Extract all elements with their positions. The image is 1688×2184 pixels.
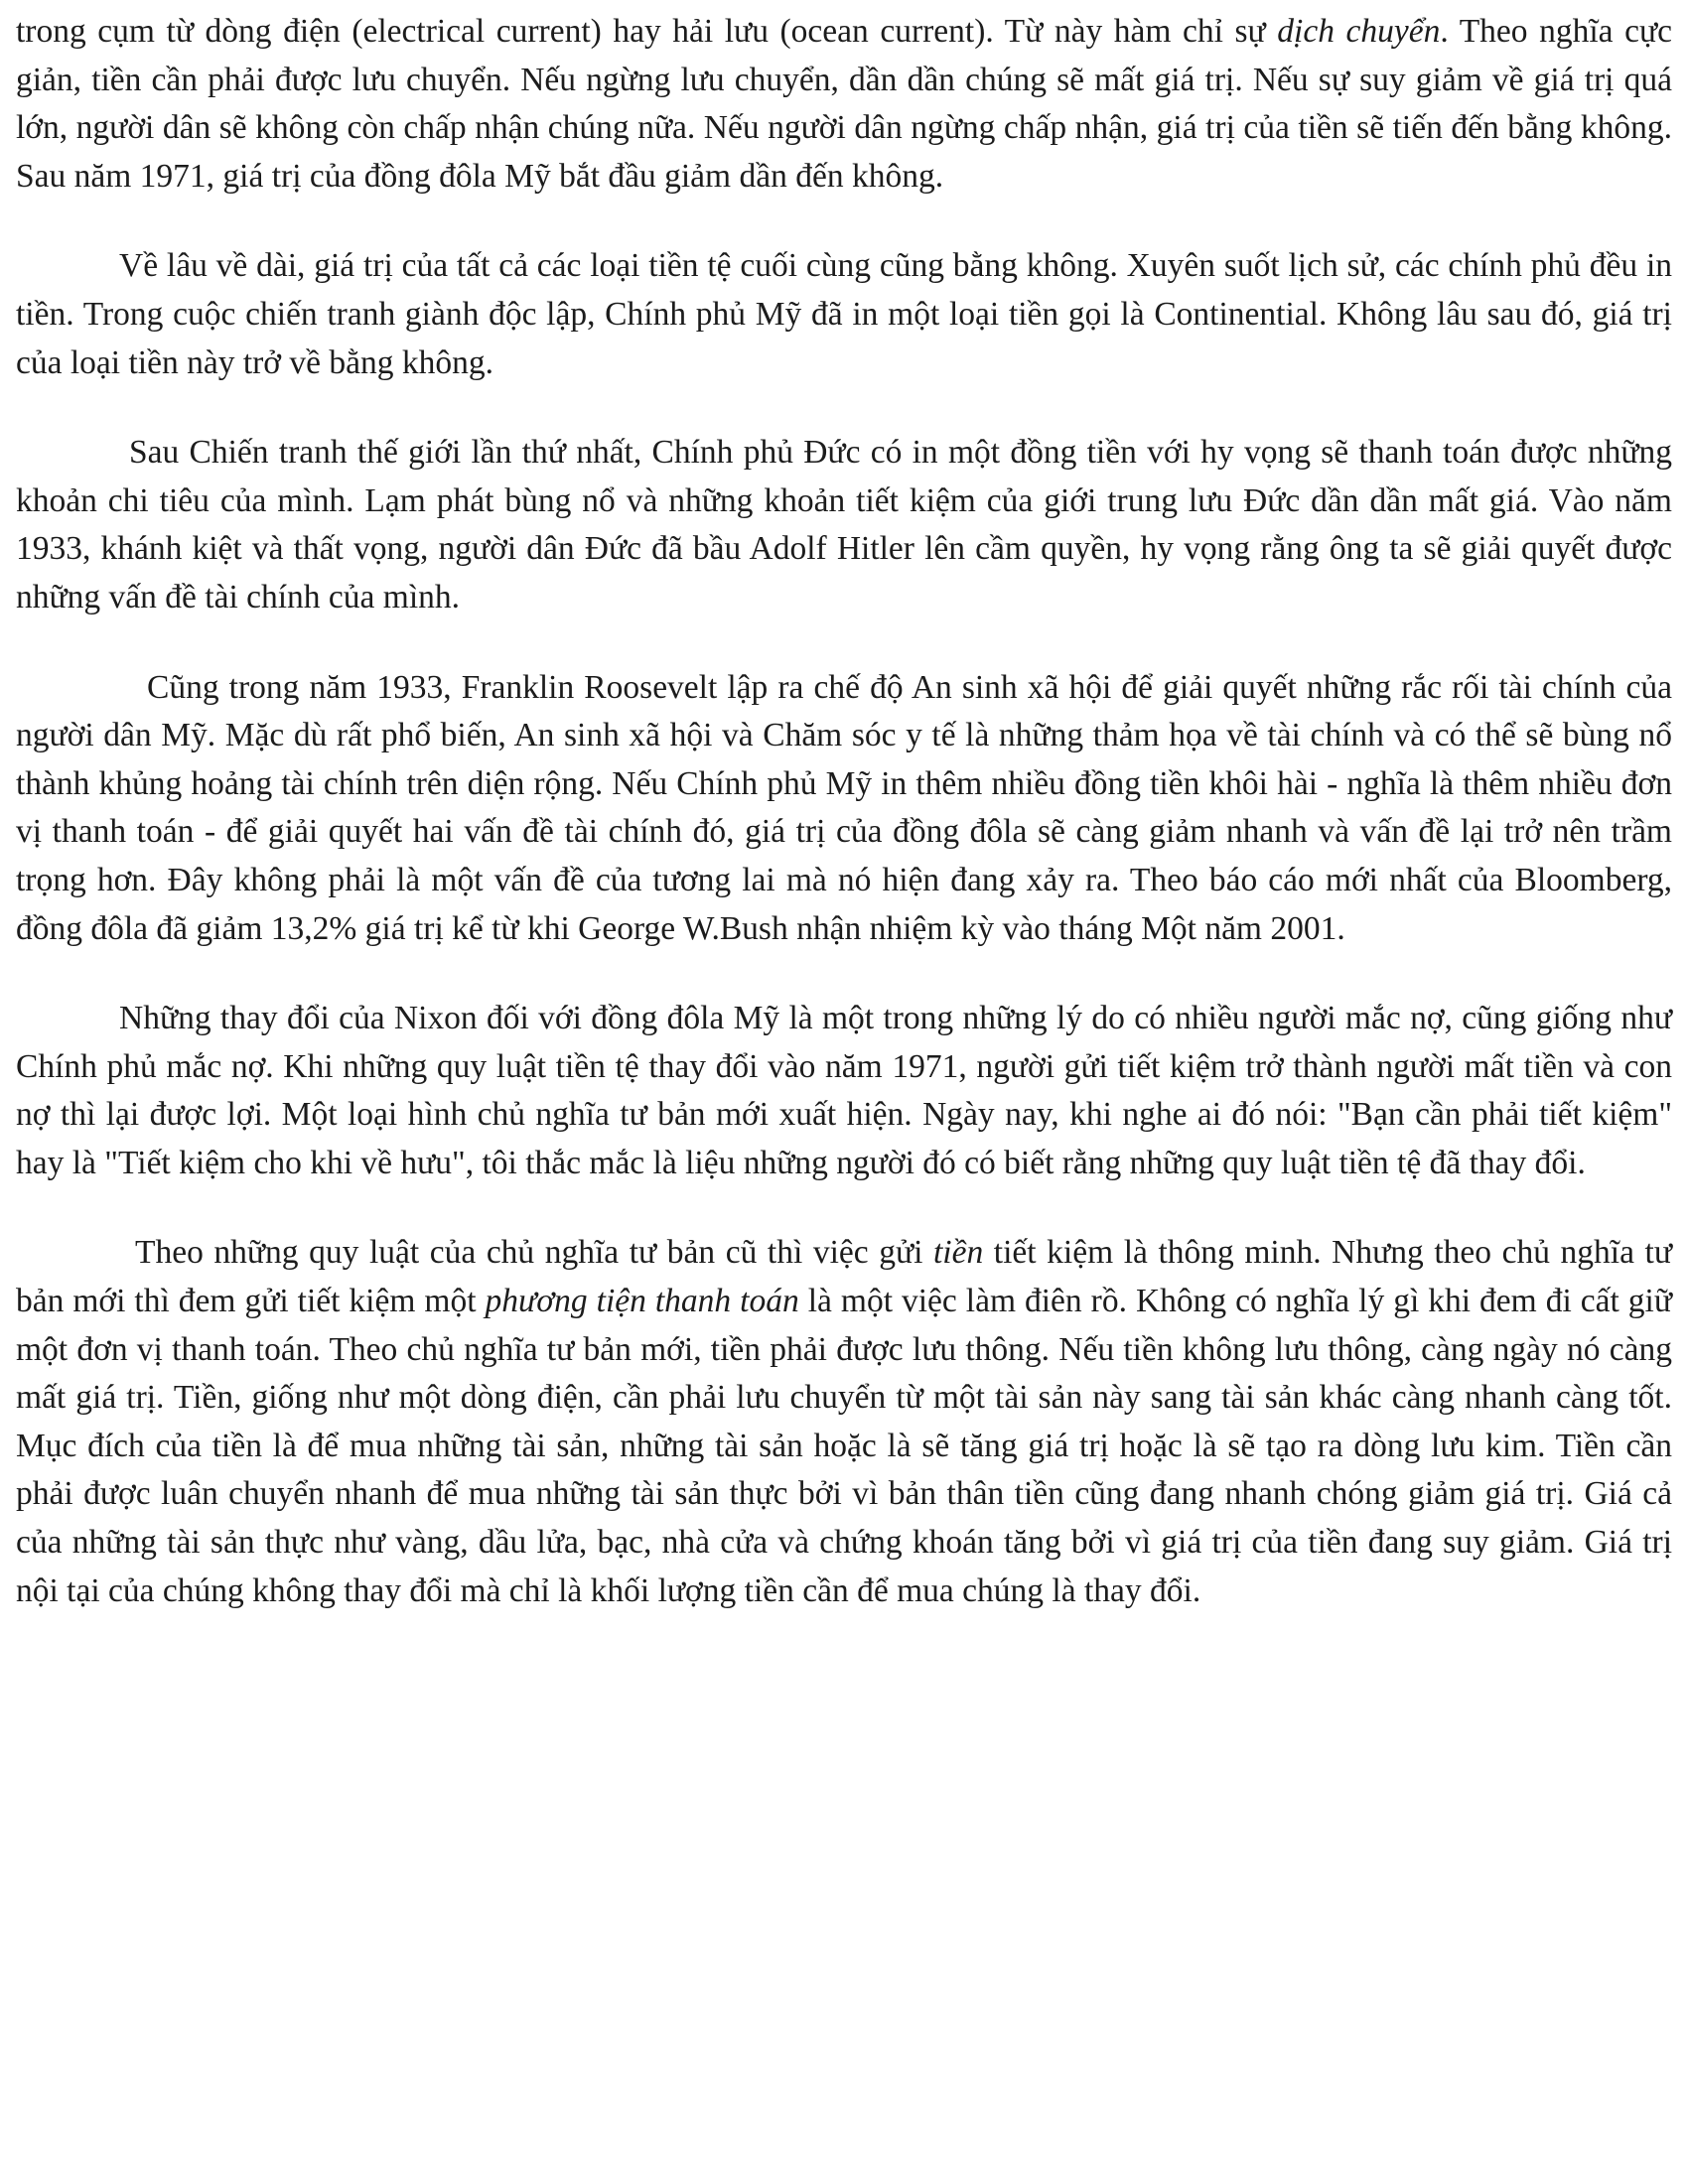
paragraph-5-text-1: Những thay đổi của Nixon đối với đồng đôla Mỹ là một trong những lý do có nhiều người mắc nợ, cũng giống như Chính phủ mắc nợ. Khi những quy luật tiền tệ thay đổi vào năm 1971, người gửi tiết kiệm trở thành người mất tiền và con nợ thì lại được lợi. Một loại hình chủ nghĩa tư bản mới xuất hiện. Ngày nay, khi nghe ai đó nói: "Bạn cần phải tiết kiệm" hay là "Tiết kiệm cho khi về hưu", tôi thắc mắc là liệu những người đó có biết rằng những quy luật tiền tệ đã thay đổi. (16, 1000, 1672, 1181)
paragraph-4-text-1: Cũng trong năm 1933, Franklin Roosevelt lập ra chế độ An sinh xã hội để giải quyết những rắc rối tài chính của người dân Mỹ. Mặc dù rất phổ biến, An sinh xã hội và Chăm sóc y tế là những thảm họa về tài chính và có thể sẽ bùng nổ thành khủng hoảng tài chính trên diện rộng. Nếu Chính phủ Mỹ in thêm nhiều đồng tiền khôi hài - nghĩa là thêm nhiều đơn vị thanh toán - để giải quyết hai vấn đề tài chính đó, giá trị của đồng đôla sẽ càng giảm nhanh và vấn đề lại trở nên trầm trọng hơn. Đây không phải là một vấn đề của tương lai mà nó hiện đang xảy ra. Theo báo cáo mới nhất của Bloomberg, đồng đôla đã giảm 13,2% giá trị kể từ khi George W.Bush nhận nhiệm kỳ vào tháng Một năm 2001. (16, 668, 1672, 947)
paragraph-6-text-1: Theo những quy luật của chủ nghĩa tư bản cũ thì việc gửi (135, 1234, 933, 1272)
paragraph-1-italic-1: dịch chuyển (1277, 13, 1441, 50)
paragraph-6-text-3: là một việc làm điên rồ. Không có nghĩa lý gì khi đem đi cất giữ một đơn vị thanh toán. Theo chủ nghĩa tư bản mới, tiền phải được lưu thông. Nếu tiền không lưu thông, càng ngày nó càng mất giá trị. Tiền, giống như một dòng điện, cần phải lưu chuyển từ một tài sản này sang tài sản khác càng nhanh càng tốt. Mục đích của tiền là để mua những tài sản, những tài sản hoặc là sẽ tăng giá trị hoặc là sẽ tạo ra dòng lưu kim. Tiền cần phải được luân chuyển nhanh để mua những tài sản thực bởi vì bản thân tiền cũng đang nhanh chóng giảm giá trị. Giá cả của những tài sản thực như vàng, dầu lửa, bạc, nhà cửa và chứng khoán tăng bởi vì giá trị của tiền đang suy giảm. Giá trị nội tại của chúng không thay đổi mà chỉ là khối lượng tiền cần để mua chúng là thay đổi. (16, 1283, 1672, 1609)
document-page (16, 8, 1672, 1615)
paragraph-2 (16, 242, 1672, 387)
paragraph-6 (16, 1229, 1672, 1615)
paragraph-1-text-2: . Theo nghĩa cực giản, tiền cần phải được lưu chuyển. Nếu ngừng lưu chuyển, dần dần chúng sẽ mất giá trị. Nếu sự suy giảm về giá trị quá lớn, người dân sẽ không còn chấp nhận chúng nữa. Nếu người dân ngừng chấp nhận, giá trị của tiền sẽ tiến đến bằng không. Sau năm 1971, giá trị của đồng đôla Mỹ bắt đầu giảm dần đến không. (16, 13, 1672, 195)
paragraph-2-text-1: Về lâu về dài, giá trị của tất cả các loại tiền tệ cuối cùng cũng bằng không. Xuyên suốt lịch sử, các chính phủ đều in tiền. Trong cuộc chiến tranh giành độc lập, Chính phủ Mỹ đã in một loại tiền gọi là Continential. Không lâu sau đó, giá trị của loại tiền này trở về bằng không. (16, 247, 1672, 381)
paragraph-5 (16, 995, 1672, 1187)
paragraph-1 (16, 8, 1672, 201)
paragraph-6-text-2: tiết kiệm là thông minh. Nhưng theo chủ nghĩa tư bản mới thì đem gửi tiết kiệm một (16, 1234, 1672, 1320)
paragraph-4 (16, 664, 1672, 954)
paragraph-3-text-1: Sau Chiến tranh thế giới lần thứ nhất, Chính phủ Đức có in một đồng tiền với hy vọng sẽ thanh toán được những khoản chi tiêu của mình. Lạm phát bùng nổ và những khoản tiết kiệm của giới trung lưu Đức dần dần mất giá. Vào năm 1933, khánh kiệt và thất vọng, người dân Đức đã bầu Adolf Hitler lên cầm quyền, hy vọng rằng ông ta sẽ giải quyết được những vấn đề tài chính của mình. (16, 434, 1672, 615)
paragraph-6-italic-2: phương tiện thanh toán (485, 1283, 799, 1320)
paragraph-3 (16, 429, 1672, 621)
paragraph-1-text-1: trong cụm từ dòng điện (electrical current) hay hải lưu (ocean current). Từ này hàm chỉ sự (16, 13, 1278, 50)
paragraph-6-italic-1: tiền (933, 1234, 984, 1272)
